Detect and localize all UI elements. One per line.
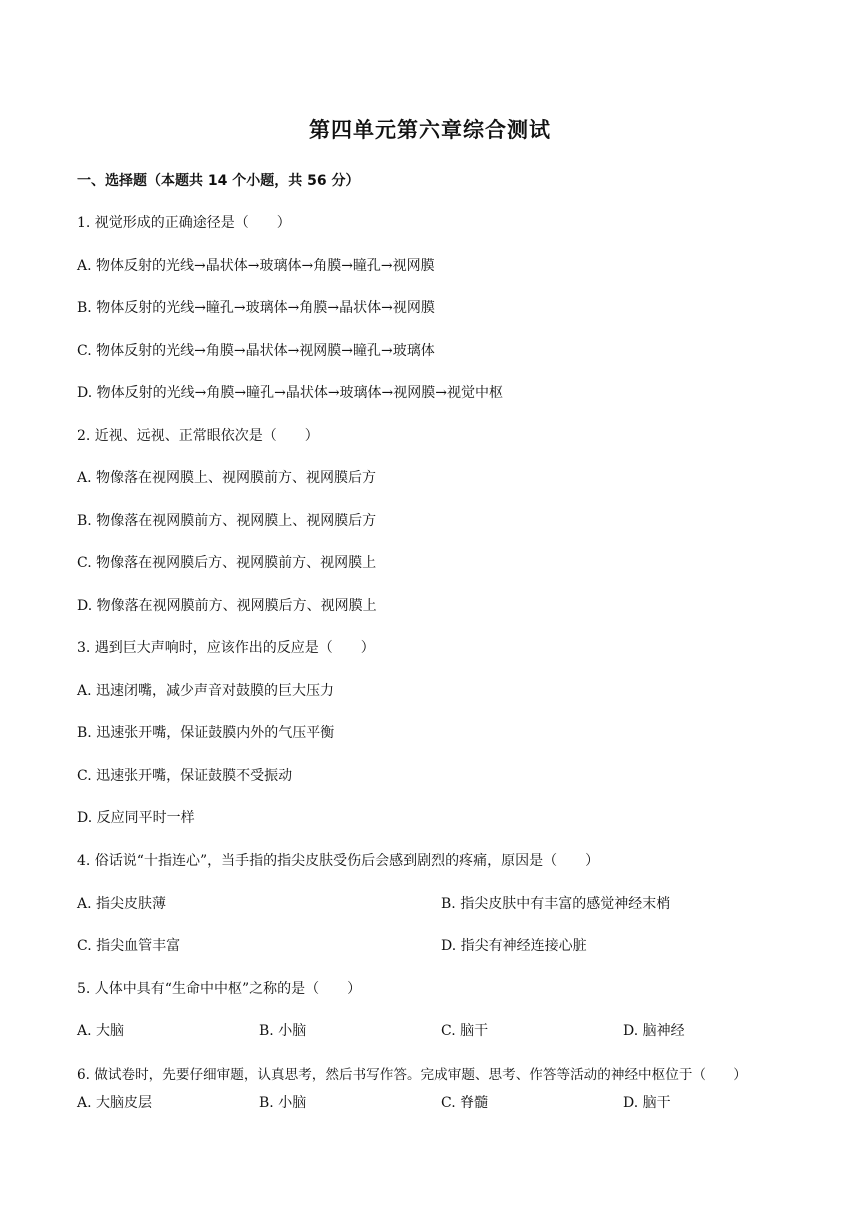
question-3-option-c: C. 迅速张开嘴，保证鼓膜不受振动 [77,768,293,784]
question-6-option-d: D. 脑干 [623,1095,671,1111]
question-2-option-d: D. 物像落在视网膜前方、视网膜后方、视网膜上 [77,598,377,614]
question-1-option-c: C. 物体反射的光线→角膜→晶状体→视网膜→瞳孔→玻璃体 [77,343,435,359]
question-5-option-d: D. 脑神经 [623,1023,685,1039]
question-6-option-c: C. 脊髓 [441,1095,489,1111]
question-4-option-b: B. 指尖皮肤中有丰富的感觉神经末梢 [441,896,671,912]
question-1-stem: 1. 视觉形成的正确途径是（ ） [77,215,291,231]
question-4-option-c: C. 指尖血管丰富 [77,938,181,954]
question-4-stem: 4. 俗话说“十指连心”，当手指的指尖皮肤受伤后会感到剧烈的疼痛，原因是（ ） [77,853,600,869]
section-heading: 一、选择题（本题共 14 个小题，共 56 分） [77,173,360,189]
page-title: 第四单元第六章综合测试 [309,118,551,142]
question-3-option-a: A. 迅速闭嘴，减少声音对鼓膜的巨大压力 [77,683,335,699]
question-1-option-a: A. 物体反射的光线→晶状体→玻璃体→角膜→瞳孔→视网膜 [77,258,435,274]
question-6-option-b: B. 小脑 [259,1095,307,1111]
question-2-option-c: C. 物像落在视网膜后方、视网膜前方、视网膜上 [77,555,377,571]
question-2-stem: 2. 近视、远视、正常眼依次是（ ） [77,428,319,444]
question-6-stem: 6. 做试卷时，先要仔细审题，认真思考，然后书写作答。完成审题、思考、作答等活动的神经中枢位于（ ） [77,1067,747,1083]
question-2-option-b: B. 物像落在视网膜前方、视网膜上、视网膜后方 [77,513,377,529]
question-1-option-d: D. 物体反射的光线→角膜→瞳孔→晶状体→玻璃体→视网膜→视觉中枢 [77,385,504,401]
question-5-stem: 5. 人体中具有“生命中中枢”之称的是（ ） [77,981,362,997]
question-1-option-b: B. 物体反射的光线→瞳孔→玻璃体→角膜→晶状体→视网膜 [77,300,435,316]
question-3-option-d: D. 反应同平时一样 [77,810,195,826]
question-2-option-a: A. 物像落在视网膜上、视网膜前方、视网膜后方 [77,470,377,486]
question-5-option-a: A. 大脑 [77,1023,125,1039]
question-5-option-b: B. 小脑 [259,1023,307,1039]
question-5-option-c: C. 脑干 [441,1023,489,1039]
question-6-option-a: A. 大脑皮层 [77,1095,153,1111]
question-4-option-d: D. 指尖有神经连接心脏 [441,938,587,954]
question-3-option-b: B. 迅速张开嘴，保证鼓膜内外的气压平衡 [77,725,335,741]
question-4-option-a: A. 指尖皮肤薄 [77,896,167,912]
question-3-stem: 3. 遇到巨大声响时，应该作出的反应是（ ） [77,640,375,656]
